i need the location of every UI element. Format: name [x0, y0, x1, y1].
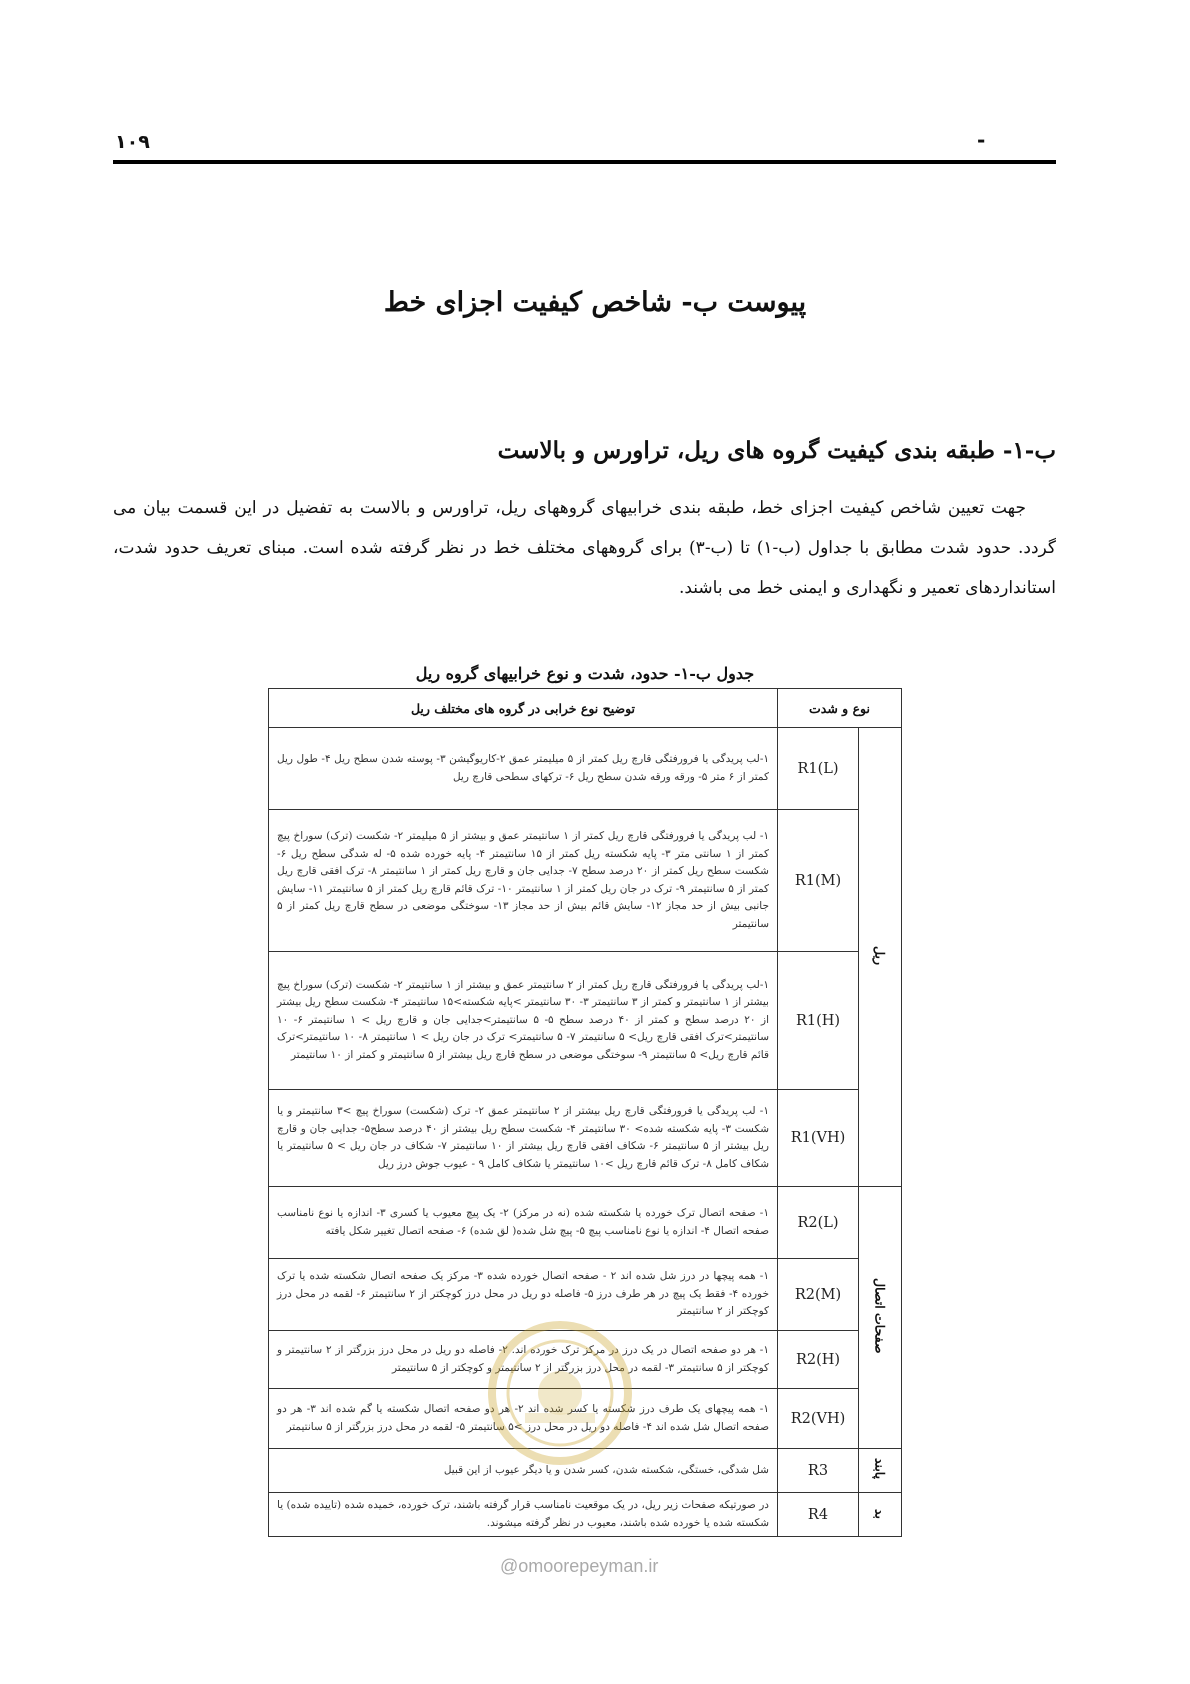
defect-description: ۱- صفحه اتصال ترک خورده یا شکسته شده (نه در مرکز) ۲- یک پیچ معیوب یا کسری ۳- اندازه یا نوع نامناسب صفحه اتصال ۴- اندازه یا نوع نامناسب پیچ ۵- پیچ شل شده( لق شده) ۶- صفحه اتصال تغییر شکل یافته	[269, 1187, 778, 1259]
severity-code: R2(VH)	[778, 1389, 859, 1449]
watermark-logo-icon	[485, 1318, 635, 1468]
defect-description: در صورتیکه صفحات زیر ریل، در یک موقعیت نامناسب قرار گرفته باشند، ترک خورده، خمیده شده (تاییده شده) یا شکسته شده یا خورده شده باشند، معیوب در نظر گرفته میشوند.	[269, 1493, 778, 1537]
defect-description: ۱- همه پیچهای یک طرف درز شکسته یا کسر شده اند ۲- هر دو صفحه اتصال شکسته یا گم شده اند ۳- هر دو صفحه اتصال شل شده اند ۴- فاصله دو ریل در محل درز >۵ سانتیمتر ۵- لقمه در محل درز بزرگتر از ۵ سانتیمتر	[269, 1389, 778, 1449]
severity-code: R1(VH)	[778, 1090, 859, 1187]
appendix-title: پیوست ب- شاخص کیفیت اجزای خط	[383, 287, 807, 318]
defect-description: شل شدگی، خستگی، شکسته شدن، کسر شدن و یا دیگر عیوب از این قبیل	[269, 1449, 778, 1493]
table-row	[269, 1187, 902, 1259]
severity-code: R2(M)	[778, 1259, 859, 1331]
defect-description: ۱-لب پریدگی یا فرورفتگی قارچ ریل کمتر از ۵ میلیمتر عمق ۲-کاریوگیشن ۳- پوسته شدن سطح ریل ۴- طول ریل کمتر از ۶ متر ۵- ورقه ورقه شدن سطح ریل ۶- ترکهای سطحی قارچ ریل	[269, 728, 778, 810]
table-header-row	[269, 689, 902, 728]
group-pad: بد	[859, 1493, 902, 1537]
section-heading: ب-۱- طبقه بندی کیفیت گروه های ریل، تراورس و بالاست	[497, 437, 1056, 464]
header-dash: -	[977, 128, 986, 152]
severity-code: R1(L)	[778, 728, 859, 810]
defect-description: ۱- لب پریدگی یا فرورفتگی قارچ ریل کمتر از ۱ سانتیمتر عمق و بیشتر از ۵ میلیمتر ۲- شکست (ترک) سوراخ پیچ کمتر از ۱ سانتی متر ۳- پایه شکسته ریل کمتر از ۱۵ سانتیمتر ۴- پایه خورده شده ۵- له شدگی سطح ریل ۶- شکست سطح ریل کمتر از ۲۰ درصد سطح ۷- جدایی جان و قارچ ریل کمتر از ۱ سانتیمتر ۸- ترک افقی قارچ ریل کمتر از ۵ سانتیمتر ۹- ترک در جان ریل کمتر از ۱ سانتیمتر ۱۰- ترک قائم قارچ ریل کمتر از ۵ سانتیمتر ۱۱- سایش جانبی بیش از حد مجاز ۱۲- سایش قائم بیش از حد مجاز ۱۳- سوختگی موضعی در سطح قارچ ریل کمتر از ۵ سانتیمتر	[269, 810, 778, 952]
table-row	[269, 810, 902, 952]
defect-description: ۱- لب پریدگی یا فرورفتگی قارچ ریل بیشتر از ۲ سانتیمتر عمق ۲- ترک (شکست) سوراخ پیچ >۳ سانتیمتر و یا شکست ۳- پایه شکسته شده> ۳۰ سانتیمتر ۴- شکست سطح ریل بیشتر از ۴۰ درصد سطح۵- جدایی جان و قارچ ریل بیشتر از ۵ سانتیمتر ۶- شکاف افقی قارچ ریل بیشتر از ۱۰ سانتیمتر ۷- شکاف در جان ریل > ۵ سانتیمتر یا شکاف کامل ۸- ترک قائم قارچ ریل >۱۰ سانتیمتر یا شکاف کامل ۹ - عیوب جوش درز ریل	[269, 1090, 778, 1187]
page-number: ۱۰۹	[115, 131, 150, 153]
table-row	[269, 952, 902, 1090]
severity-code: R1(H)	[778, 952, 859, 1090]
group-rail: ریل	[859, 728, 902, 1187]
severity-code: R4	[778, 1493, 859, 1537]
defect-description: ۱-لب پریدگی یا فرورفتگی قارچ ریل کمتر از ۲ سانتیمتر عمق و بیشتر از ۱ سانتیمتر ۲- شکست (ترک) سوراخ پیچ بیشتر از ۱ سانتیمتر و کمتر از ۳ سانتیمتر ۳- ۳۰ سانتیمتر >پایه شکسته>۱۵ سانتیمتر ۴- شکست سطح ریل بیشتر از ۲۰ درصد سطح و کمتر از ۴۰ درصد سطح ۵- ۵ سانتیمتر>جدایی جان و قارچ ریل > ۱ سانتیمتر ۶- ۱۰ سانتیمتر>ترک افقی قارچ ریل> ۵ سانتیمتر ۷- ۵ سانتیمتر> ترک در جان ریل > ۱ سانتیمتر ۸- ۱۰ سانتیمتر>ترک قائم قارچ ریل> ۵ سانتیمتر ۹- سوختگی موضعی در سطح قارچ ریل بیشتر از ۵ سانتیمتر و کمتر از ۱۰ سانتیمتر	[269, 952, 778, 1090]
intro-paragraph: جهت تعیین شاخص کیفیت اجزای خط، طبقه بندی خرابیهای گروههای ریل، تراورس و بالاست به تفضیل در این قسمت بیان می گردد. حدود شدت مطابق با جداول (ب-۱) تا (ب-۳) برای گروههای مختلف خط در نظر گرفته شده است. مبنای تعریف حدود شدت، استانداردهای تعمیر و نگهداری و ایمنی خط می باشند.	[113, 498, 1056, 598]
defect-description: ۱- هر دو صفحه اتصال در یک درز در مرکز ترک خورده اند. ۲- فاصله دو ریل در محل درز بزرگتر از ۲ سانتیمتر و کوچکتر از ۵ سانتیمتر ۳- لقمه در محل درز بزرگتر از ۲ سانتیمتر و کوچکتر از ۵ سانتیمتر	[269, 1331, 778, 1389]
defect-description: ۱- همه پیچها در درز شل شده اند ۲ - صفحه اتصال خورده شده ۳- مرکز یک صفحه اتصال شکسته شده یا ترک خورده ۴- فقط یک پیچ در هر طرف درز ۵- فاصله دو ریل در محل درز کوچکتر از ۲ سانتیمتر ۶- لقمه در محل درز کوچکتر از ۲ سانتیمتر	[269, 1259, 778, 1331]
watermark-text: @omoorepeyman.ir	[500, 1556, 659, 1576]
table-row	[269, 728, 902, 810]
header-description: توضیح نوع خرابی در گروه های مختلف ریل	[269, 689, 778, 728]
header-type-severity: نوع و شدت	[778, 689, 902, 728]
table-caption: جدول ب-۱- حدود، شدت و نوع خرابیهای گروه ریل	[415, 664, 755, 683]
header-rule	[113, 160, 1056, 164]
severity-code: R3	[778, 1449, 859, 1493]
severity-code: R2(L)	[778, 1187, 859, 1259]
table-row	[269, 1493, 902, 1537]
intro-text	[113, 488, 1056, 608]
group-fastener: پابند	[859, 1449, 902, 1493]
severity-code: R1(M)	[778, 810, 859, 952]
severity-code: R2(H)	[778, 1331, 859, 1389]
table-row	[269, 1090, 902, 1187]
group-joint-plates: صفحات اتصال	[859, 1187, 902, 1449]
